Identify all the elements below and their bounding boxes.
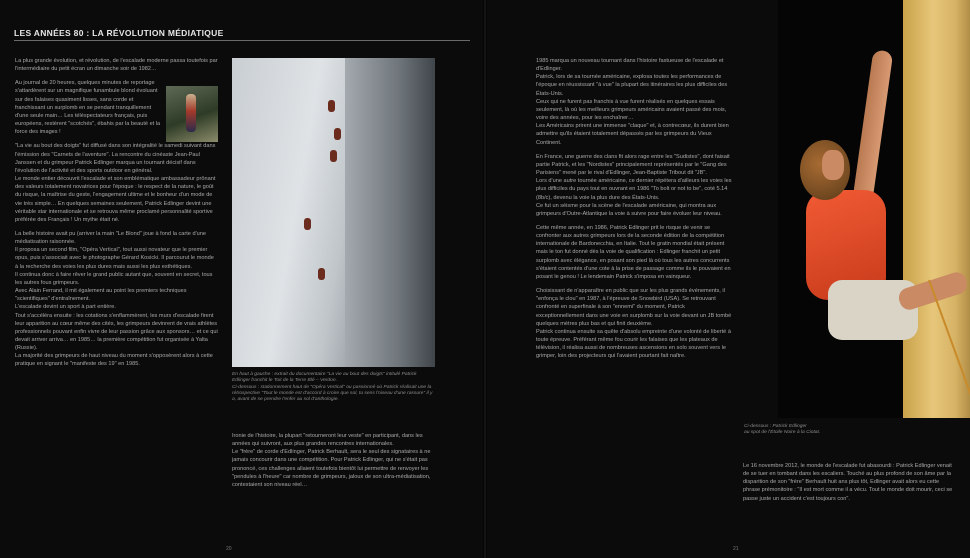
paragraph: 1985 marqua un nouveau tournant dans l'histoire fastueuse de l'escalade et d'Edlinger. Patrick, lors de sa tournée américaine, explosa toutes les performances de l'époque en réussissant "à vue" la plupart des itinéraires les plus difficiles des États-Unis. Ceux qui ne furent pas franchis à vue furent réalisés en quelques essais seulement, là où les meilleurs grimpeurs américains avaient passé des mois, voire des années, pour les enchaîner… Les Américains prirent une immense "claque" et, à contrecœur, ils durent bien admettre qu'ils étaient totalement dépassés par les grimpeurs du Vieux Continent.	[536, 58, 729, 146]
right-page-column-2	[743, 462, 955, 547]
paragraph: En France, une guerre des clans fit alors rage entre les "Sudistes", dont faisait partie Patrick, et les "Nordistes" principalement représentés par le "Gang des Parisiens" mené par le rival d'Edlinger, Jean-Baptiste Tribout dit "JB". Lors d'une autre tournée américaine, ce dernier répétera d'ailleurs les voies les plus difficiles du pays tout en ouvrant en 1986 "To bolt or not to be", coté 5.14 (8b/c), devenu la voie la plus dure des États-Unis. Ce fut un séisme pour la scène de l'escalade américaine, qui montra aux grimpeurs d'Outre-Atlantique la voie à suivre pour faire évoluer leur niveau.	[536, 153, 732, 217]
cliff-face	[903, 0, 970, 418]
rock-face	[345, 58, 435, 367]
page-gutter	[483, 0, 487, 558]
paragraph: Cette même année, en 1986, Patrick Edlinger prit le risque de venir se confronter aux autres grimpeurs lors de la seconde édition de la compétition internationale de Bardonecchia, en Italie. Tout le gratin mondial était présent mais le ton fut donné dès la voie de qualification : Edlinger franchit un petit surplomb avec élégance, en posant son pied là où tous les autres concurrents s'étaient contentés d'une cote à la prise de passage comme ils le pouvaient en posant le genou ! Le lendemain Patrick s'imposa en vainqueur.	[536, 224, 731, 280]
right-page-column-1	[536, 57, 732, 547]
paragraph: "La vie au bout des doigts" fut diffusé dans son intégralité le samedi suivant dans l'émission des "Carnets de l'aventure". La rencontre du cinéaste Jean-Paul Janssen et du grimpeur Patrick Edlinger marqua un tournant décisif dans l'évolution de l'activité et des sports outdoor en général. Le monde entier découvrit l'escalade et son emblématique ambassadeur prônant des valeurs totalement novatrices pour l'époque : le respect de la nature, le goût du risque, la maîtrise du geste, l'engagement ultime et le bonheur d'un mode de vie très simple… En quelques semaines seulement, Patrick Edlinger devint une véritable star internationale et se retrouva même proclamé personnalité sportive préférée des Français ! Un mythe était né.	[15, 143, 216, 223]
climber-arm	[853, 49, 894, 200]
edlinger-climbing-photo	[778, 0, 970, 418]
climber-figure	[328, 100, 335, 112]
paragraph: La belle histoire avait pu (arriver la main "Le Blond" joue à fond la carte d'une médiatisation raisonnée. Il proposa un second film, "Opéra Vertical", tout aussi novateur que le premier opus, puis s'associait avec le photographe Gérard Kosicki. Il parcourut le monde à la recherche des voies les plus dures mais aussi les plus esthétiques. Il continua donc à faire rêver le grand public autant que, souvent en secret, tous les autres fous grimpeurs. Avec Alain Ferrand, il mit également au point les premiers techniques "scientifiques" d'entraînement. L'escalade devint un sport à part entière. Tout s'accéléra ensuite : les cotations s'enflammèrent, les murs d'escalade firent leur apparition au cœur même des cités, les grimpeurs devinrent de vrais athlètes professionnels pouvant enfin vivre de leur passion grâce aux sponsors… et ce qui devait arriver arriva… en 1985… la première compétition fut organisée à Yalta (Russie). La majorité des grimpeurs de haut niveau du moment s'opposèrent alors à cette pratique en signant le "manifeste des 19" en 1985.	[15, 230, 218, 368]
paragraph: Choisissant de n'apparaître en public que sur les plus grands événements, il "enfonça le clou" en 1987, à l'épreuve de Snowbird (USA). Se retrouvant confronté en superfinale à son "ennemi" du moment, Patrick exceptionnellement dans une voie en surplomb sur la voie devant un JB tombé quelques mètres plus bas et qui finit deuxième. Patrick continua ensuite sa quête d'absolu empreinte d'une volonté de liberté à toute épreuve. Préférant même fou courir les falaises que les plateaux de télévision, il réalisa aussi de nombreuses ascensions en solo souvent vers le grimper, loin des projecteurs qui l'avaient pourtant fait naître.	[536, 288, 732, 360]
cliff-climbers-photo	[232, 58, 435, 367]
climber-figure	[330, 150, 337, 162]
photo-caption: En haut à gauche : extrait du documentaire "La vie au bout des doigts" intitulé Patrick Edlinger franchit le Toit de la Terre Blé – Verdon. Ci-dessous : stationnement haut de "Opéra Vertical" ou passionné où Patrick réalisait une la rétrospective "Tout le monde est d'accord à croire que sol, tu sens l'oiseau d'une rassure" il y a, avant de se prendre l'enfer au sol d'anthologie.	[232, 372, 433, 403]
paragraph: Au journal de 20 heures, quelques minutes de reportage s'attardèrent sur un magnifique funambule blond évoluant sur des falaises quasiment lisses, sans corde et franchissant un surplomb en se pendant tranquillement d'une seule main… Les téléspectateurs français, puis européens, restèrent "scotchés", ébahis par la beauté et la force des images !	[15, 80, 161, 136]
paragraph: Ironie de l'histoire, la plupart "retourneront leur veste" en participant, dans les années qui suivront, aux plus grandes rencontres internationales. Le "frère" de corde d'Edlinger, Patrick Berhault, sera le seul des signataires à ne jamais concourir dans une compétition. Pour Patrick Edlinger, qui ne s'était pas prononcé, ces challenges allaient toutefois bientôt lui permettre de renvoyer les "pendules à l'heure" car nombre de grimpeurs, jaloux de son ultra-médiatisation, contestaient son niveau réel…	[232, 433, 431, 488]
header-rule	[14, 40, 470, 41]
climber-figure	[304, 218, 311, 230]
chapter-header: LES ANNÉES 80 : LA RÉVOLUTION MÉDIATIQUE	[14, 28, 224, 38]
left-page-column-1	[15, 57, 218, 545]
photo-caption: Ci-dessous : Patrick Edlinger au spot de l'Étoile Noire à la Ciotat.	[744, 424, 821, 436]
climber-figure	[318, 268, 325, 280]
page-number-right: 21	[733, 546, 739, 552]
paragraph: Le 16 novembre 2012, le monde de l'escalade fut abasourdi : Patrick Edlinger venait de se tuer en tombant dans les escaliers. Touché au plus profond de son âme par la disparition de son "frère" Berhault huit ans plus tôt, Edlinger avait alors eu cette phrase prémonitoire : "Il est mort comme il a vécu. Tout le monde doit mourir, ceci se passe juste un accident c'est toujours con".	[743, 463, 953, 502]
climber-figure	[334, 128, 341, 140]
paragraph: La plus grande évolution, et révolution, de l'escalade moderne passa toutefois par l'intermédiaire du petit écran un dimanche soir de 1982…	[15, 58, 218, 73]
page-number-left: 20	[226, 546, 232, 552]
climber-face	[822, 150, 844, 180]
left-page-column-2	[232, 432, 435, 542]
